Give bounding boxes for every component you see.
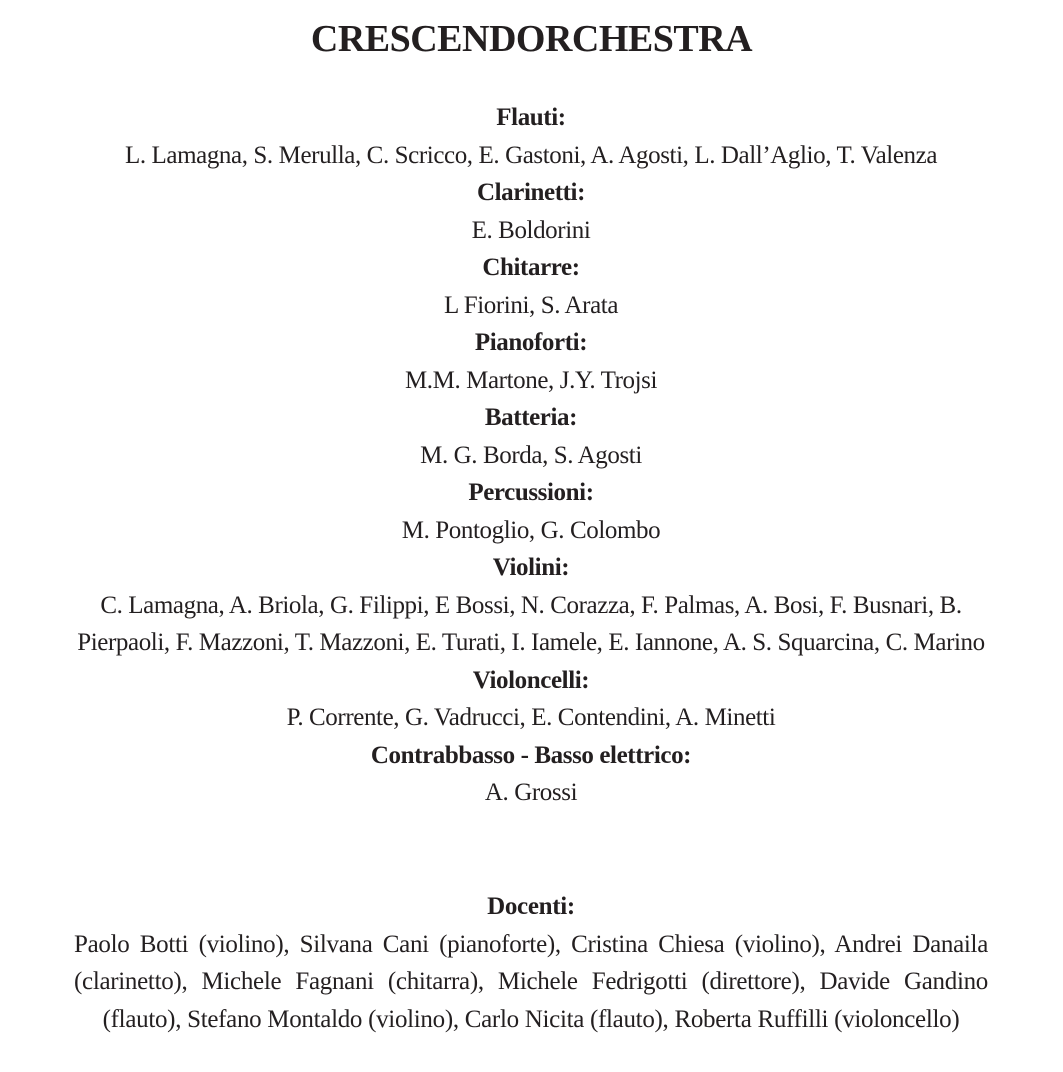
section-chitarre bbox=[66, 249, 996, 324]
orchestra-roster bbox=[66, 99, 996, 812]
section-heading: Chitarre: bbox=[482, 254, 580, 281]
docenti-list: Paolo Botti (violino), Silvana Cani (pianoforte), Cristina Chiesa (violino), Andrei Danaila (clarinetto), Michele Fagnani (chitarra), Michele Fedrigotti (direttore), Davide Gandino (flauto), Stefano Montaldo (violino), Carlo Nicita (flauto), Roberta Ruffilli (violoncello) bbox=[74, 930, 988, 1033]
section-flauti bbox=[66, 99, 996, 174]
section-pianoforti bbox=[66, 324, 996, 399]
section-batteria bbox=[66, 399, 996, 474]
page-title: CRESCENDORCHESTRA bbox=[310, 18, 753, 60]
section-heading: Pianoforti: bbox=[474, 329, 588, 356]
section-heading: Batteria: bbox=[484, 404, 578, 431]
section-names: M. Pontoglio, G. Colombo bbox=[401, 516, 661, 544]
docenti-section bbox=[74, 888, 988, 1038]
section-names: M. G. Borda, S. Agosti bbox=[420, 441, 642, 469]
section-heading: Clarinetti: bbox=[476, 179, 586, 206]
section-violini bbox=[66, 549, 996, 662]
section-percussioni bbox=[66, 474, 996, 549]
section-names: M.M. Martone, J.Y. Trojsi bbox=[404, 366, 658, 394]
section-heading: Violini: bbox=[492, 554, 570, 581]
section-names: E. Boldorini bbox=[471, 216, 591, 244]
section-heading: Percussioni: bbox=[468, 479, 594, 506]
section-names: A. Grossi bbox=[484, 779, 578, 806]
section-contrabbasso bbox=[66, 737, 996, 812]
section-heading: Flauti: bbox=[496, 104, 566, 131]
section-clarinetti bbox=[66, 174, 996, 249]
section-names: L. Lamagna, S. Merulla, C. Scricco, E. Gastoni, A. Agosti, L. Dall’Aglio, T. Valenza bbox=[124, 141, 938, 169]
section-heading: Violoncelli: bbox=[472, 666, 590, 694]
section-names: L Fiorini, S. Arata bbox=[443, 291, 619, 319]
section-violoncelli bbox=[66, 662, 996, 737]
docenti-heading: Docenti: bbox=[487, 893, 575, 920]
section-names: P. Corrente, G. Vadrucci, E. Contendini, A. Minetti bbox=[286, 704, 776, 731]
section-names: C. Lamagna, A. Briola, G. Filippi, E Bossi, N. Corazza, F. Palmas, A. Bosi, F. Busnari, B. Pierpaoli, F. Mazzoni, T. Mazzoni, E. Turati, I. Iamele, E. Iannone, A. S. Squarcina, C. Marino bbox=[77, 591, 985, 656]
section-heading: Contrabbasso - Basso elettrico: bbox=[370, 741, 692, 769]
